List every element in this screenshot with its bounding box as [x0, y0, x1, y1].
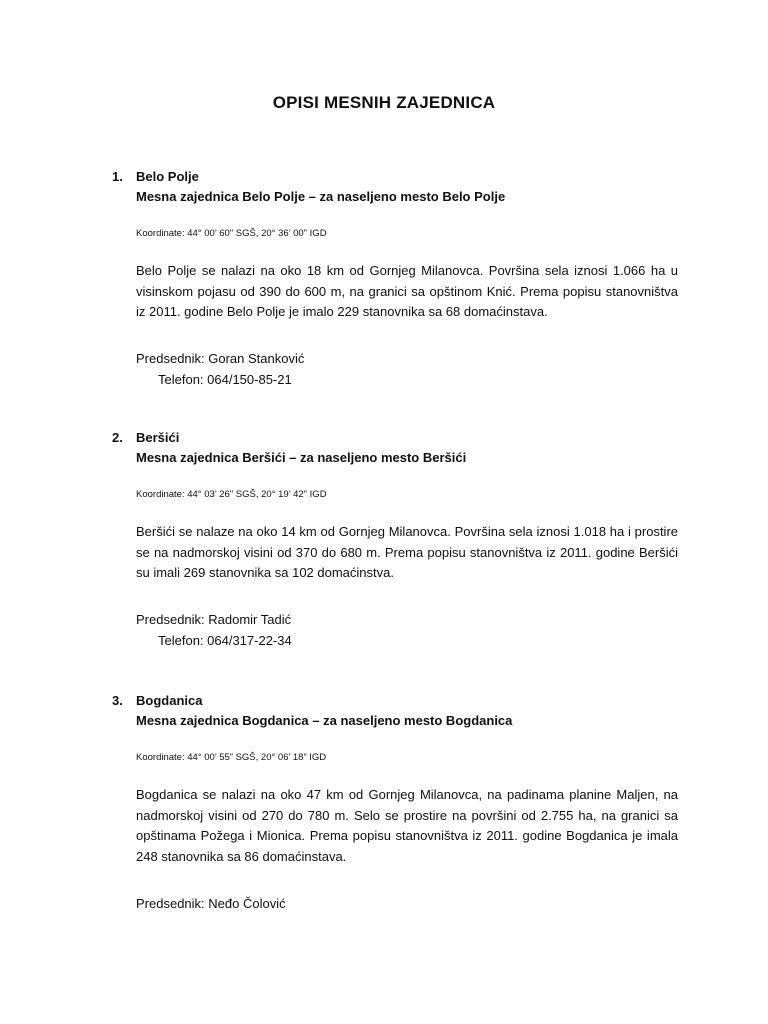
entry-president: Predsednik: Neđo Čolović — [136, 896, 286, 911]
entry-description: Beršići se nalaze na oko 14 km od Gornjeg Milanovca. Površina sela iznosi 1.018 ha i prostire se na nadmorskoj visini od 370 do 680 m. Prema popisu stanovništva iz 2011. godine Beršići su imali 269 stanovnika sa 102 domaćinstva. — [136, 524, 678, 580]
entry-number: 1. — [112, 169, 123, 184]
entry-name: Bogdanica — [136, 693, 203, 708]
entry-coordinates: Koordinate: 44° 00’ 55” SGŠ, 20° 06’ 18” IGD — [136, 752, 327, 763]
entry-president: Predsednik: Radomir Tadić — [136, 612, 292, 627]
entry-phone: Telefon: 064/150-85-21 — [158, 372, 292, 387]
entry-coordinates: Koordinate: 44° 00’ 60" SGŠ, 20° 36’ 00" IGD — [136, 228, 327, 239]
entry-president: Predsednik: Goran Stanković — [136, 351, 305, 366]
entry-number: 2. — [112, 430, 123, 445]
entry-number: 3. — [112, 693, 123, 708]
entry-subtitle: Mesna zajednica Belo Polje – za naseljeno mesto Belo Polje — [136, 189, 506, 204]
entry-description: Belo Polje se nalazi na oko 18 km od Gornjeg Milanovca. Površina sela iznosi 1.066 ha u visinskom pojasu od 390 do 600 m, na granici sa opštinom Knić. Prema popisu stanovništva iz 2011. godine Belo Polje je imalo 229 stanovnika sa 68 domaćinstava. — [136, 263, 678, 319]
entry-description: Bogdanica se nalazi na oko 47 km od Gornjeg Milanovca, na padinama planine Maljen, na nadmorskoj visini od 270 do 780 m. Selo se prostire na površini od 2.755 ha, na granici sa opštinama Požega i Mionica. Prema popisu stanovništva iz 2011. godine Bogdanica je imala 248 stanovnika sa 86 domaćinstava. — [136, 787, 678, 864]
entry-name: Belo Polje — [136, 169, 199, 184]
entry-phone: Telefon: 064/317-22-34 — [158, 633, 292, 648]
entry-subtitle: Mesna zajednica Beršići – za naseljeno mesto Beršići — [136, 450, 467, 465]
entry-coordinates: Koordinate: 44° 03’ 26" SGŠ, 20° 19’ 42" IGD — [136, 489, 327, 500]
entry-subtitle: Mesna zajednica Bogdanica – za naseljeno mesto Bogdanica — [136, 713, 513, 728]
entry-name: Beršići — [136, 430, 180, 445]
document-title: OPISI MESNIH ZAJEDNICA — [272, 93, 496, 112]
